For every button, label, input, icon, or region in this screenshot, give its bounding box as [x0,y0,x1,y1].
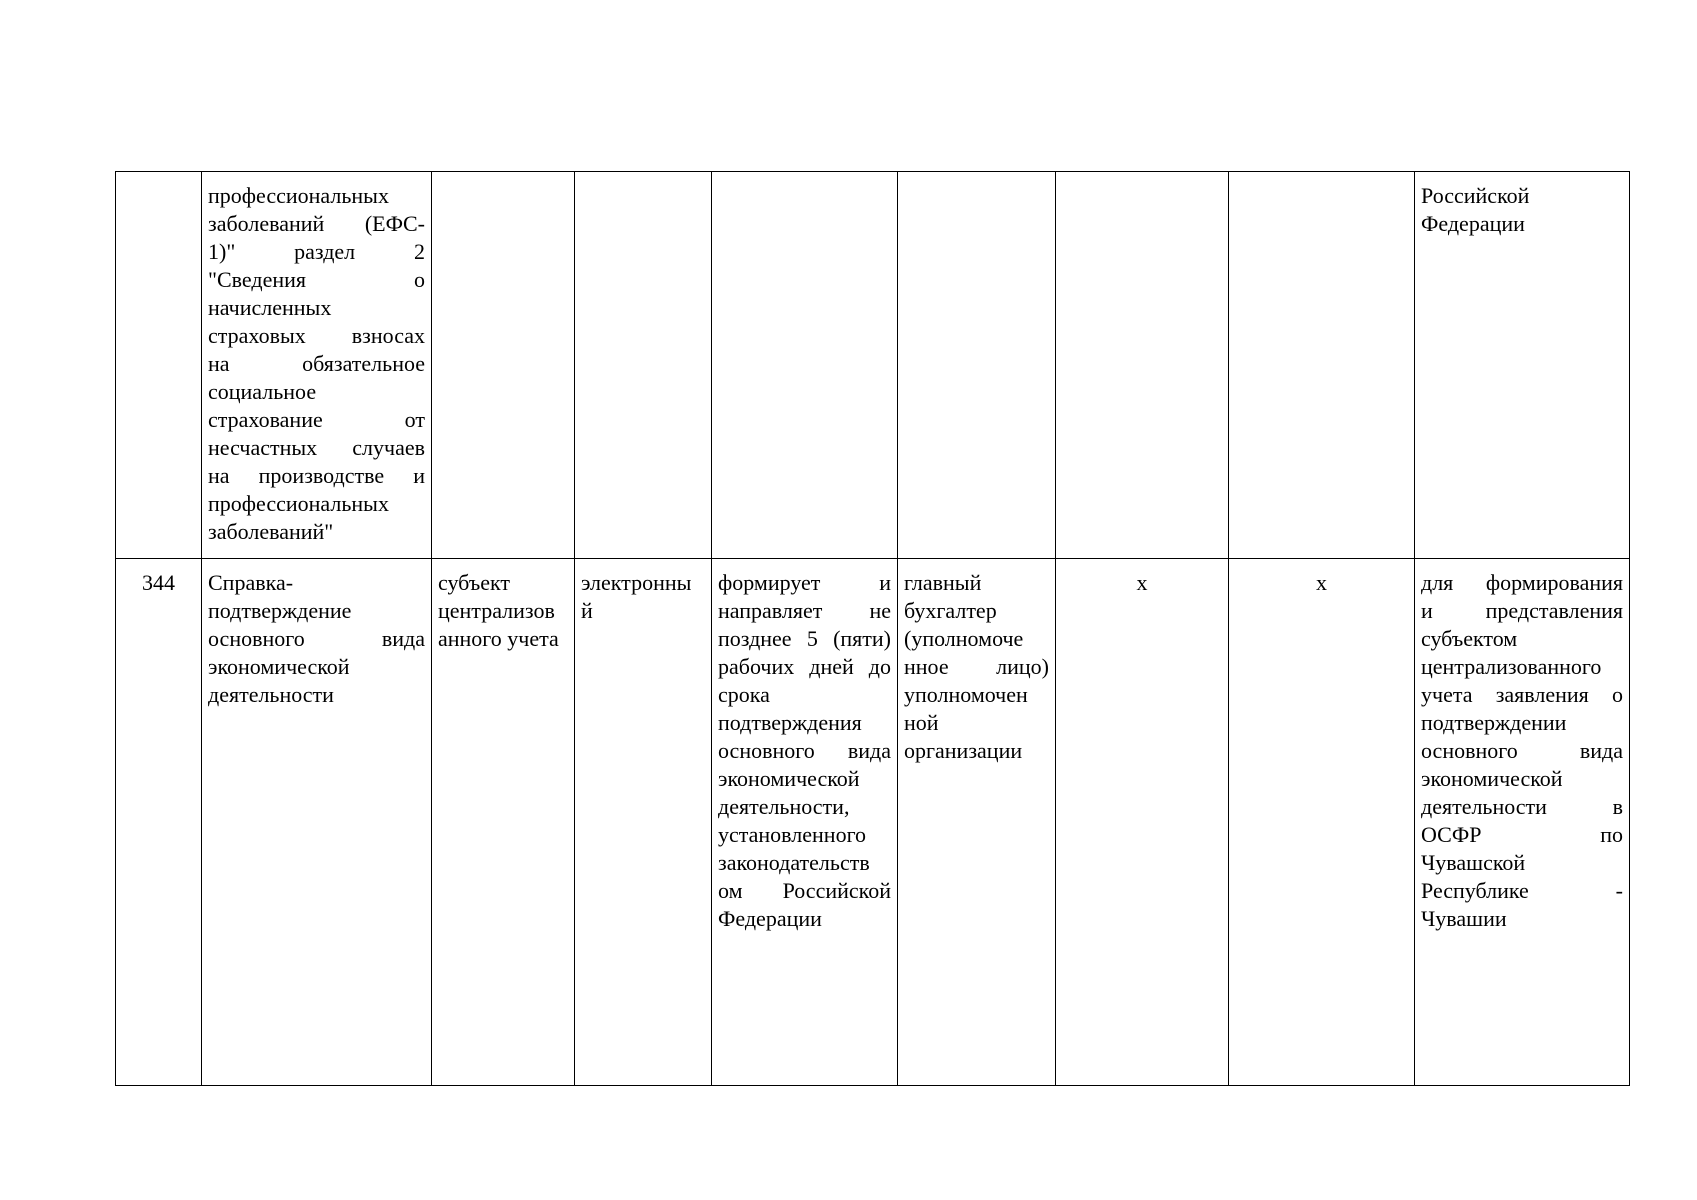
text-line: организации [904,738,1023,763]
cell-number [116,172,202,559]
text-line: для формирования [1421,570,1623,595]
text-line: (уполномоче [904,626,1024,651]
cell-responsible [898,172,1056,559]
cell-document-name [202,559,432,1086]
cell-procedure [712,559,898,1086]
text-line: подтверждении [1421,710,1567,735]
text-line: экономической [208,654,350,679]
text-line: главный [904,570,982,595]
cell-responsible [898,559,1056,1086]
text-line: направляет не [718,598,891,623]
text-line: страхование от [208,407,425,432]
table-row [116,172,1630,559]
text-line: подтверждение [208,598,352,623]
cell-x2: х [1229,559,1415,1086]
document-table [115,171,1630,1086]
text-line: Федерации [718,906,822,931]
cell-x2 [1229,172,1415,559]
text-line: заболеваний (ЕФС- [208,211,425,236]
text-line: деятельности в [1421,794,1623,819]
text-line: учета заявления о [1421,682,1623,707]
text-line: и представления [1421,598,1623,623]
cell-creator [432,559,575,1086]
text-line: на обязательное [208,351,425,376]
text-line: 1)" раздел 2 [208,239,425,264]
text-line: ом Российской [718,878,891,903]
text-line: Чувашии [1421,906,1507,931]
text-line: срока [718,682,770,707]
cell-form [575,559,712,1086]
text-line: Справка- [208,570,294,595]
text-line: основного вида [208,626,425,651]
text-line: Российской [1421,183,1530,208]
cell-purpose [1415,172,1630,559]
text-line: несчастных случаев [208,435,425,460]
text-line: законодательств [718,850,870,875]
text-line: страховых взносах [208,323,425,348]
cell-document-name [202,172,432,559]
text-line: установленного [718,822,867,847]
text-line: позднее 5 (пяти) [718,626,891,651]
text-line: подтверждения [718,710,862,735]
text-line: централизованного [1421,654,1602,679]
text-line: основного вида [718,738,891,763]
text-line: экономической [1421,766,1563,791]
text-line: субъектом [1421,626,1518,651]
text-line: деятельности, [718,794,850,819]
cell-creator [432,172,575,559]
text-line: формирует и [718,570,891,595]
text-line: "Сведения о [208,267,425,292]
text-line: рабочих дней до [718,654,891,679]
cell-x1: х [1056,559,1229,1086]
text-line: профессиональных [208,183,389,208]
text-line: основного вида [1421,738,1623,763]
creator-text: субъект централизов анного учета [438,570,559,651]
text-line: Республике - [1421,878,1623,903]
cell-x1 [1056,172,1229,559]
cell-form [575,172,712,559]
form-text: электронны й [581,570,692,623]
text-line: уполномочен [904,682,1028,707]
text-line: профессиональных [208,491,389,516]
text-line: заболеваний" [208,519,334,544]
text-line: экономической [718,766,860,791]
text-line: бухгалтер [904,598,997,623]
cell-procedure [712,172,898,559]
text-line: Федерации [1421,211,1525,236]
text-line: Чувашской [1421,850,1526,875]
text-line: социальное [208,379,317,404]
table-row [116,559,1630,1086]
text-line: ной [904,710,939,735]
text-line: деятельности [208,682,334,707]
text-line: на производстве и [208,463,425,488]
cell-number: 344 [116,559,202,1086]
text-line: начисленных [208,295,332,320]
cell-purpose [1415,559,1630,1086]
text-line: нное лицо) [904,654,1049,679]
text-line: ОСФР по [1421,822,1623,847]
